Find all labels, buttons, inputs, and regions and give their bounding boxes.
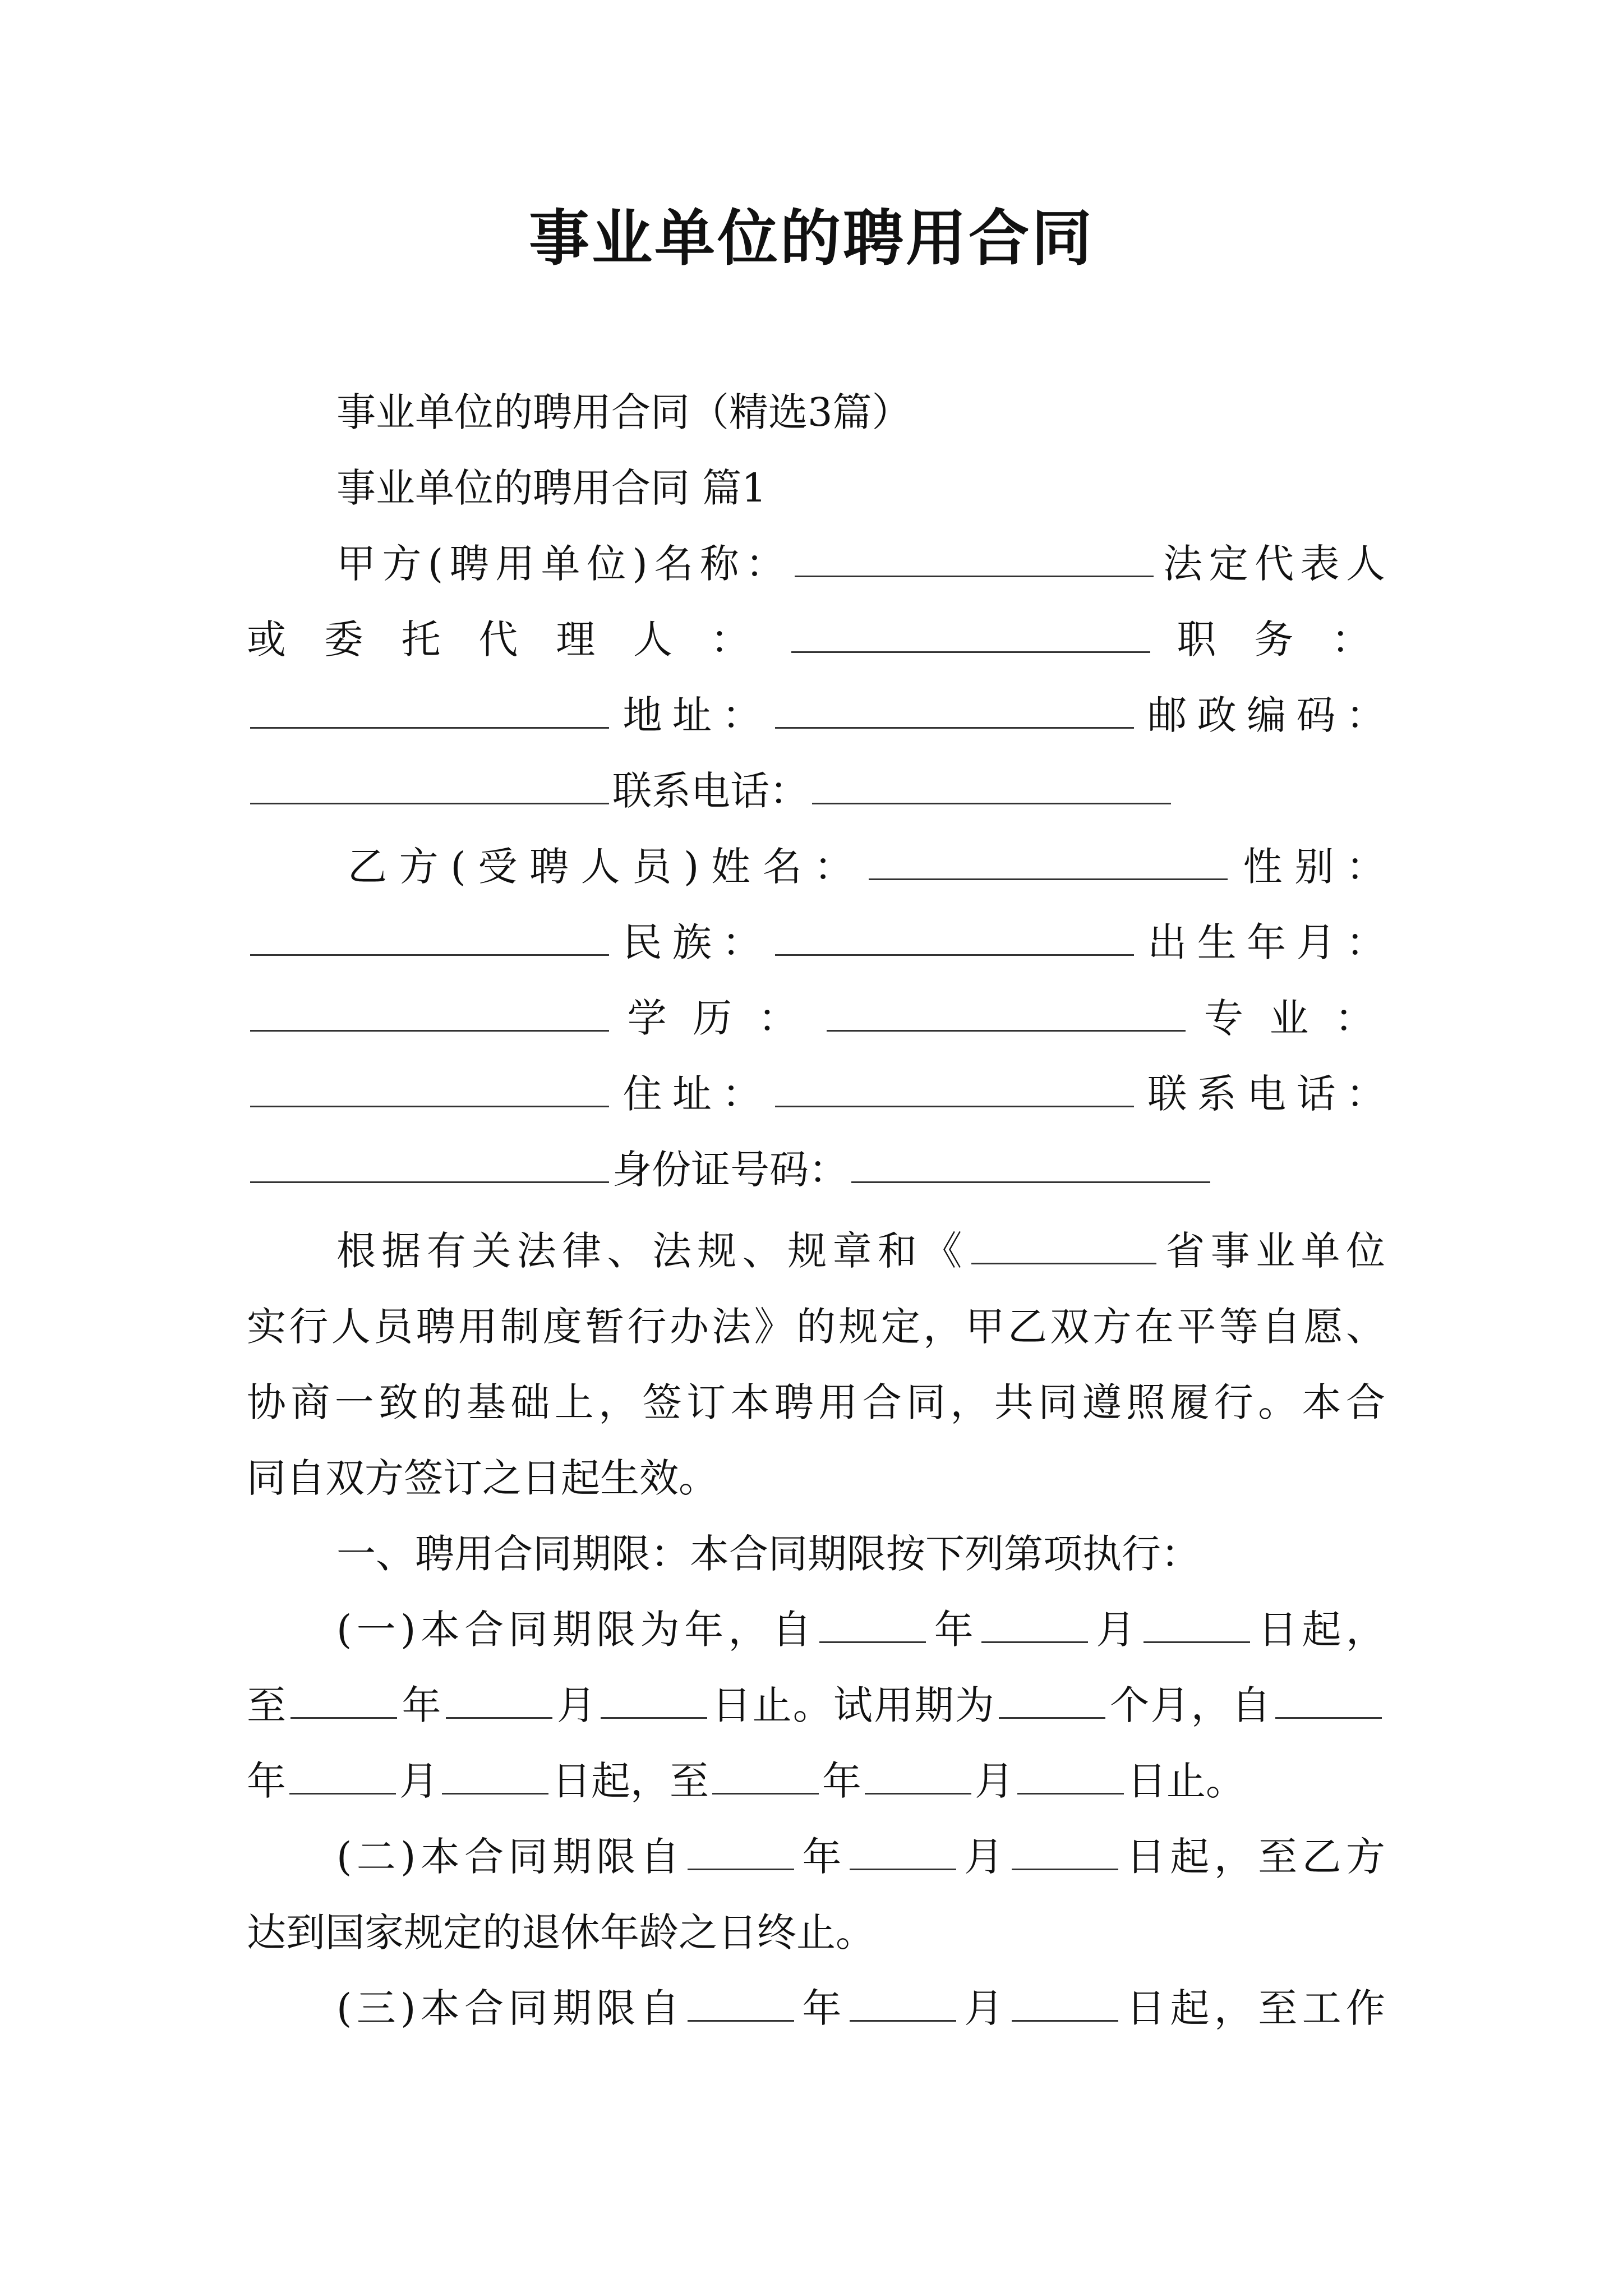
text: 协商一致的基础上，签订本聘用合同，共同遵照履行。本合 bbox=[247, 1379, 1385, 1425]
party-a-line-3 bbox=[247, 679, 1385, 752]
label: 专业： bbox=[1189, 995, 1385, 1041]
party-a-line-4 bbox=[247, 754, 1385, 827]
subtitle-line bbox=[247, 376, 1385, 449]
text: (一)本合同期限为年，自 bbox=[336, 1607, 817, 1653]
fill-blank bbox=[775, 1073, 1134, 1107]
text: 日止。试用期为 bbox=[711, 1682, 995, 1728]
fill-blank bbox=[446, 1685, 552, 1719]
label: 民族： bbox=[612, 919, 772, 965]
fill-blank bbox=[250, 997, 609, 1032]
fill-blank bbox=[1017, 1760, 1124, 1795]
label: 联系电话： bbox=[1137, 1071, 1385, 1117]
text: 年 bbox=[400, 1682, 442, 1728]
text: 年 bbox=[797, 1985, 846, 2031]
label: 身份证号码： bbox=[612, 1147, 848, 1193]
text: 月 bbox=[959, 1834, 1008, 1880]
text: 年 bbox=[929, 1607, 979, 1653]
clause-line bbox=[247, 1745, 1385, 1818]
text: 事业单位的聘用合同（精选3篇） bbox=[336, 389, 911, 435]
label: 出生年月： bbox=[1137, 919, 1385, 965]
text: 根据有关法律、法规、规章和《 bbox=[336, 1228, 968, 1274]
paragraph-line bbox=[247, 1214, 1385, 1287]
label: 甲方(聘用单位)名称： bbox=[336, 541, 791, 587]
clause-line bbox=[247, 1669, 1385, 1742]
fill-blank bbox=[688, 1836, 794, 1870]
text: 日起， bbox=[1253, 1607, 1385, 1653]
label: 职务： bbox=[1153, 616, 1385, 662]
fill-blank bbox=[850, 1987, 956, 2022]
text: 事业单位的聘用合同 篇1 bbox=[336, 465, 767, 511]
fill-blank bbox=[1144, 1609, 1250, 1643]
paragraph-line bbox=[247, 1290, 1385, 1363]
clause-line bbox=[247, 1593, 1385, 1666]
fill-blank bbox=[869, 846, 1228, 880]
fill-blank bbox=[981, 1609, 1088, 1643]
text: (三)本合同期限自 bbox=[336, 1985, 685, 2031]
text: 至 bbox=[247, 1682, 288, 1728]
party-a-line-2 bbox=[247, 603, 1385, 676]
text: 日止。 bbox=[1127, 1758, 1245, 1804]
label: 住址： bbox=[612, 1071, 772, 1117]
fill-blank bbox=[791, 619, 1150, 653]
fill-blank bbox=[827, 997, 1186, 1032]
fill-blank bbox=[999, 1685, 1105, 1719]
party-b-line-3 bbox=[247, 982, 1385, 1055]
fill-blank bbox=[851, 1149, 1210, 1183]
label: 学历： bbox=[612, 995, 824, 1041]
clause-line bbox=[247, 1972, 1385, 2045]
text: 年 bbox=[797, 1834, 846, 1880]
fill-blank bbox=[865, 1760, 971, 1795]
label: 地址： bbox=[612, 692, 772, 738]
text: 同自双方签订之日起生效。 bbox=[247, 1455, 718, 1501]
label: 乙方(受聘人员)姓名： bbox=[348, 844, 865, 890]
party-b-line-4 bbox=[247, 1057, 1385, 1130]
fill-blank bbox=[250, 1149, 609, 1183]
fill-blank bbox=[442, 1760, 548, 1795]
text: 月 bbox=[555, 1682, 598, 1728]
text: 月 bbox=[959, 1985, 1008, 2031]
label: 性别： bbox=[1231, 844, 1385, 890]
text: 月 bbox=[399, 1758, 439, 1804]
party-a-line-1 bbox=[247, 527, 1385, 600]
fill-blank bbox=[250, 922, 609, 956]
clause-heading bbox=[247, 1517, 1385, 1590]
fill-blank bbox=[795, 543, 1154, 577]
text: 日起，至乙方 bbox=[1121, 1834, 1385, 1880]
text: 实行人员聘用制度暂行办法》的规定，甲乙双方在平等自愿、 bbox=[247, 1304, 1385, 1350]
fill-blank bbox=[601, 1685, 707, 1719]
fill-blank bbox=[250, 694, 609, 729]
label: 联系电话： bbox=[612, 768, 809, 814]
document-title: 事业单位的聘用合同 bbox=[528, 203, 1094, 274]
fill-blank bbox=[289, 1760, 396, 1795]
fill-blank bbox=[1275, 1685, 1382, 1719]
fill-blank bbox=[250, 1073, 609, 1107]
text: 达到国家规定的退休年龄之日终止。 bbox=[247, 1910, 875, 1955]
text: (二)本合同期限自 bbox=[336, 1834, 685, 1880]
label: 或委托代理人： bbox=[247, 616, 788, 662]
text: 年 bbox=[822, 1758, 861, 1804]
label: 邮政编码： bbox=[1137, 692, 1385, 738]
fill-blank bbox=[688, 1987, 794, 2022]
fill-blank bbox=[775, 694, 1134, 729]
text: 日起，至 bbox=[552, 1758, 709, 1804]
fill-blank bbox=[1012, 1987, 1118, 2022]
party-b-line-2 bbox=[247, 906, 1385, 979]
fill-blank bbox=[1012, 1836, 1118, 1870]
party-b-line-1 bbox=[247, 830, 1385, 903]
text: 月 bbox=[1091, 1607, 1140, 1653]
section-heading bbox=[247, 452, 1385, 524]
text: 日起，至工作 bbox=[1121, 1985, 1385, 2031]
text: 一、聘用合同期限：本合同期限按下列第项执行： bbox=[336, 1531, 1200, 1577]
clause-line bbox=[247, 1820, 1385, 1893]
text: 省事业单位 bbox=[1159, 1228, 1385, 1274]
text: 年 bbox=[247, 1758, 286, 1804]
fill-blank bbox=[775, 922, 1134, 956]
fill-blank bbox=[812, 770, 1171, 804]
text: 个月，自 bbox=[1108, 1682, 1272, 1728]
fill-blank bbox=[291, 1685, 397, 1719]
clause-line bbox=[247, 1896, 1385, 1969]
fill-blank bbox=[819, 1609, 926, 1643]
label: 法定代表人 bbox=[1156, 541, 1385, 587]
text: 月 bbox=[975, 1758, 1014, 1804]
fill-blank bbox=[850, 1836, 956, 1870]
fill-blank bbox=[250, 770, 609, 804]
fill-blank bbox=[712, 1760, 819, 1795]
fill-blank bbox=[971, 1230, 1156, 1264]
paragraph-line bbox=[247, 1442, 1385, 1515]
paragraph-line bbox=[247, 1366, 1385, 1439]
party-b-line-5 bbox=[247, 1133, 1385, 1206]
